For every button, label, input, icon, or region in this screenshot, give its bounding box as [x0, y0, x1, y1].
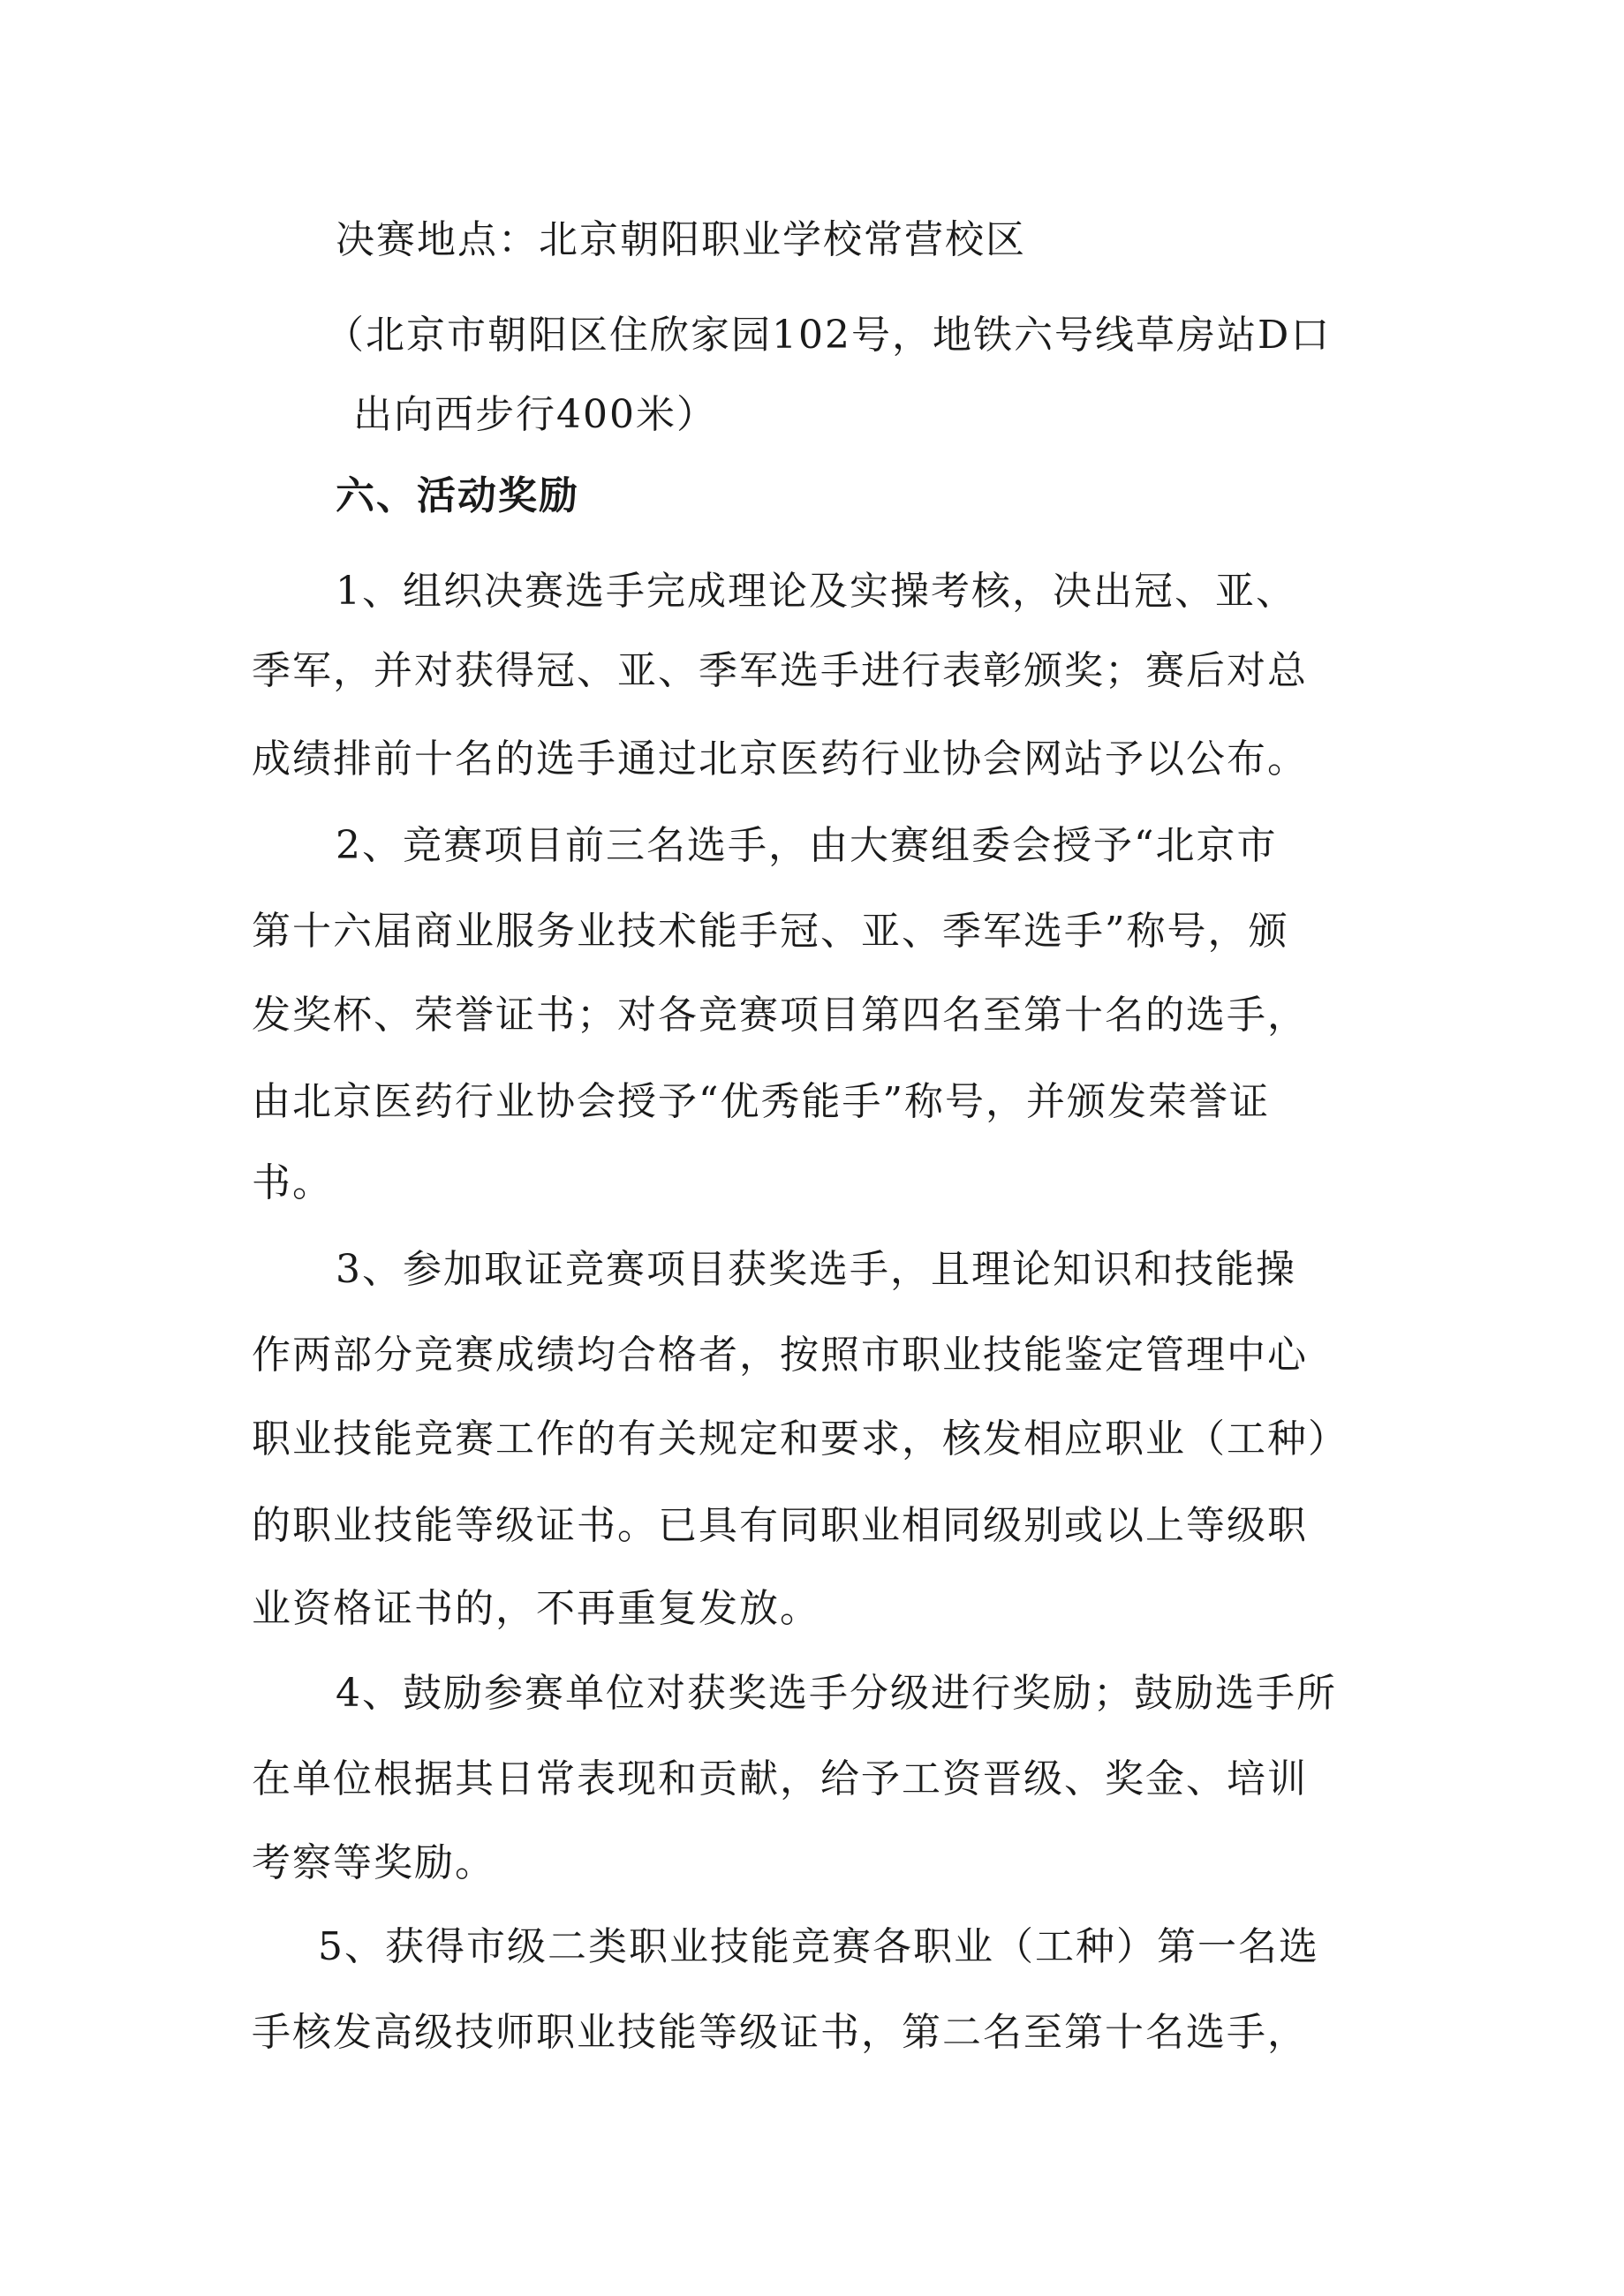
- item-3-line-5: 业资格证书的，不再重复发放。: [252, 1586, 820, 1631]
- address-line-2: 出向西步行400米）: [353, 392, 717, 437]
- item-3-line-2: 作两部分竞赛成绩均合格者，按照市职业技能鉴定管理中心: [252, 1333, 1308, 1378]
- item-2-line-5: 书。: [252, 1160, 333, 1205]
- item-3-line-1: 3、参加取证竞赛项目获奖选手，且理论知识和技能操: [336, 1247, 1296, 1292]
- item-4-line-1: 4、鼓励参赛单位对获奖选手分级进行奖励；鼓励选手所: [336, 1671, 1337, 1716]
- item-2-line-1: 2、竞赛项目前三名选手，由大赛组委会授予“北京市: [336, 823, 1278, 868]
- item-1-line-2: 季军，并对获得冠、亚、季军选手进行表彰颁奖；赛后对总: [252, 648, 1308, 693]
- item-4-line-2: 在单位根据其日常表现和贡献，给予工资晋级、奖金、培训: [252, 1756, 1308, 1801]
- item-3-line-4: 的职业技能等级证书。已具有同职业相同级别或以上等级职: [252, 1503, 1308, 1548]
- address-line-1: （北京市朝阳区住欣家园102号，地铁六号线草房站D口: [325, 313, 1332, 358]
- item-1-line-3: 成绩排前十名的选手通过北京医药行业协会网站予以公布。: [252, 736, 1308, 782]
- item-3-line-3: 职业技能竞赛工作的有关规定和要求，核发相应职业（工种）: [252, 1416, 1348, 1461]
- item-2-line-3: 发奖杯、荣誉证书；对各竞赛项目第四名至第十名的选手，: [252, 993, 1308, 1038]
- item-2-line-4: 由北京医药行业协会授予“优秀能手”称号，并颁发荣誉证: [252, 1079, 1270, 1124]
- section-heading: 六、活动奖励: [336, 473, 579, 518]
- item-1-line-1: 1、组织决赛选手完成理论及实操考核，决出冠、亚、: [336, 569, 1296, 614]
- venue-line: 决赛地点：北京朝阳职业学校常营校区: [336, 217, 1026, 262]
- item-4-line-3: 考察等奖励。: [252, 1840, 495, 1885]
- item-5-line-2: 手核发高级技师职业技能等级证书，第二名至第十名选手，: [252, 2010, 1308, 2055]
- item-2-line-2: 第十六届商业服务业技术能手冠、亚、季军选手”称号，颁: [252, 909, 1289, 954]
- item-5-line-1: 5、获得市级二类职业技能竞赛各职业（工种）第一名选: [318, 1924, 1319, 1969]
